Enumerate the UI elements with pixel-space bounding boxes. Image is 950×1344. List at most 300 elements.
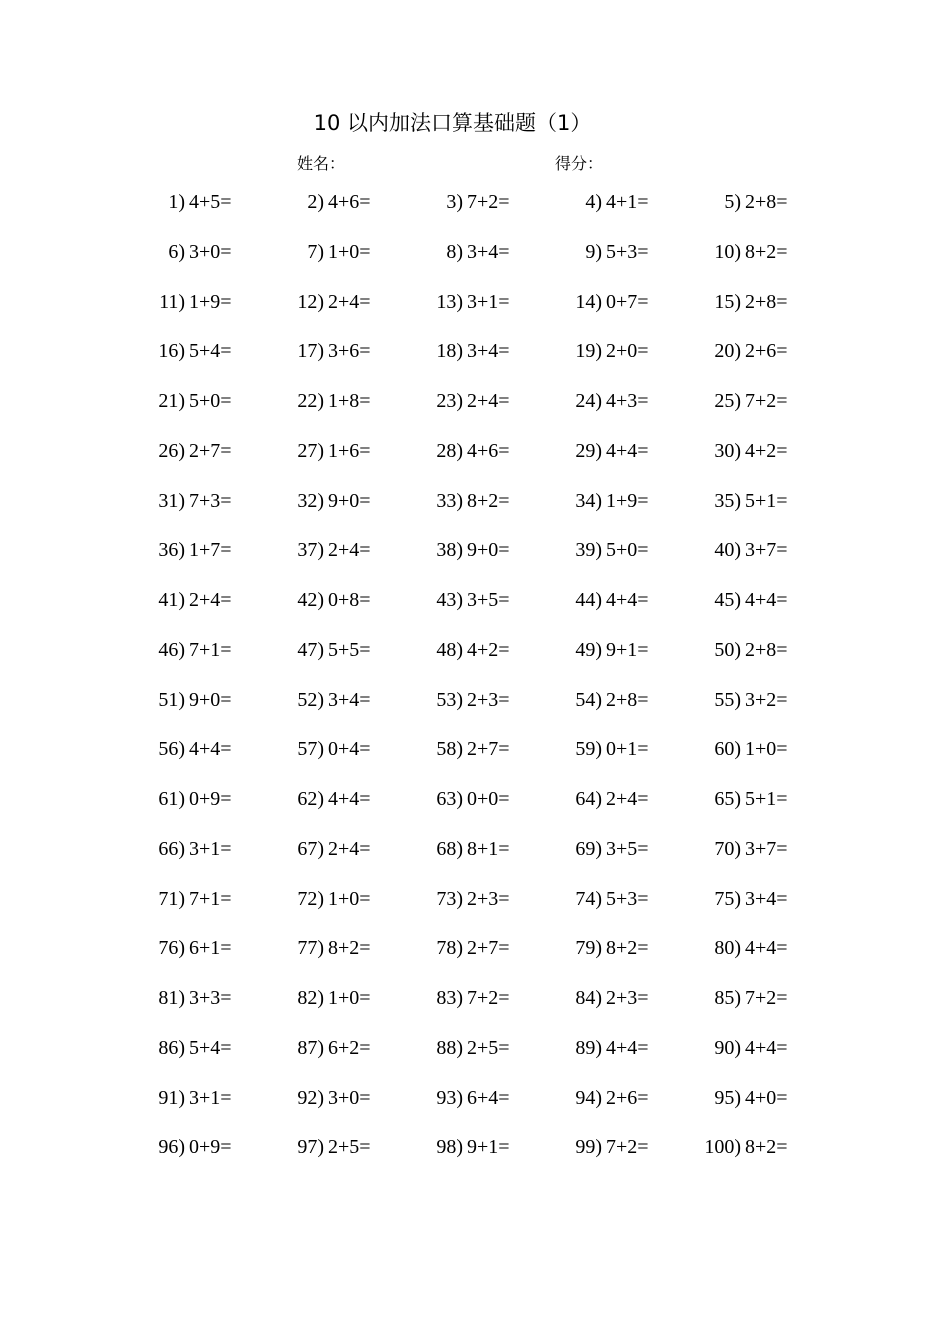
problem-expression: 5+3= bbox=[606, 240, 649, 263]
problem-expression: 7+2= bbox=[606, 1136, 649, 1159]
problem-expression: 9+0= bbox=[328, 489, 371, 512]
problem-expression: 5+0= bbox=[606, 539, 649, 562]
problem-item bbox=[293, 187, 377, 217]
problem-expression: 3+2= bbox=[745, 688, 788, 711]
problem-number: 40) bbox=[714, 539, 741, 562]
problem-row bbox=[0, 530, 950, 580]
problem-item bbox=[293, 884, 377, 914]
problem-item bbox=[710, 834, 794, 864]
problem-item bbox=[154, 1083, 238, 1113]
problem-expression: 5+0= bbox=[189, 390, 232, 412]
problem-expression: 5+1= bbox=[745, 788, 788, 810]
problem-item bbox=[154, 635, 238, 665]
problem-expression: 5+4= bbox=[189, 1036, 232, 1059]
problem-expression: 4+4= bbox=[189, 738, 232, 761]
problem-expression: 2+8= bbox=[745, 638, 788, 661]
problem-number: 31) bbox=[158, 489, 185, 512]
problem-expression: 2+7= bbox=[467, 738, 510, 761]
problem-row bbox=[0, 879, 950, 929]
problem-number: 25) bbox=[714, 390, 741, 412]
problem-expression: 8+2= bbox=[467, 489, 510, 512]
problem-expression: 7+2= bbox=[745, 987, 788, 1009]
problem-number: 85) bbox=[714, 987, 741, 1009]
problem-number: 47) bbox=[297, 638, 324, 661]
problem-expression: 4+4= bbox=[606, 589, 649, 611]
problem-item bbox=[293, 983, 377, 1013]
problem-item bbox=[154, 535, 238, 565]
problem-expression: 4+4= bbox=[606, 1036, 649, 1059]
problem-item bbox=[154, 1132, 238, 1162]
problem-item bbox=[571, 535, 655, 565]
problem-item bbox=[293, 734, 377, 764]
problem-row bbox=[0, 978, 950, 1028]
problem-expression: 2+0= bbox=[606, 340, 649, 363]
problem-item bbox=[432, 933, 516, 963]
problem-expression: 6+4= bbox=[467, 1086, 510, 1109]
problem-expression: 1+0= bbox=[328, 887, 371, 910]
problem-number: 69) bbox=[575, 837, 602, 860]
problem-row bbox=[0, 381, 950, 431]
problem-number: 86) bbox=[158, 1036, 185, 1059]
problem-expression: 9+0= bbox=[467, 539, 510, 562]
problem-number: 98) bbox=[436, 1136, 463, 1159]
problem-number: 37) bbox=[297, 539, 324, 562]
problem-expression: 1+8= bbox=[328, 390, 371, 412]
problem-number: 29) bbox=[575, 439, 602, 462]
problem-number: 18) bbox=[436, 340, 463, 363]
problem-item bbox=[571, 784, 655, 814]
problem-item bbox=[432, 983, 516, 1013]
problem-item bbox=[154, 585, 238, 615]
problem-item bbox=[154, 685, 238, 715]
problem-number: 91) bbox=[158, 1086, 185, 1109]
problem-row bbox=[0, 1127, 950, 1177]
problem-item bbox=[293, 535, 377, 565]
problem-number: 94) bbox=[575, 1086, 602, 1109]
problem-number: 83) bbox=[436, 987, 463, 1009]
problem-expression: 6+1= bbox=[189, 937, 232, 960]
problem-number: 74) bbox=[575, 887, 602, 910]
problem-item bbox=[293, 585, 377, 615]
problem-item bbox=[154, 784, 238, 814]
problem-number: 53) bbox=[436, 688, 463, 711]
problem-item bbox=[432, 1033, 516, 1063]
problem-expression: 8+1= bbox=[467, 837, 510, 860]
problem-item bbox=[432, 784, 516, 814]
problem-number: 30) bbox=[714, 439, 741, 462]
problem-expression: 0+4= bbox=[328, 738, 371, 761]
problem-item bbox=[293, 336, 377, 366]
problem-expression: 8+2= bbox=[745, 240, 788, 263]
problem-item bbox=[154, 1033, 238, 1063]
problem-number: 56) bbox=[158, 738, 185, 761]
problem-number: 33) bbox=[436, 489, 463, 512]
problem-number: 73) bbox=[436, 887, 463, 910]
problem-number: 36) bbox=[158, 539, 185, 562]
problem-number: 84) bbox=[575, 987, 602, 1009]
problem-item bbox=[432, 635, 516, 665]
problem-item bbox=[571, 884, 655, 914]
problem-item bbox=[293, 1033, 377, 1063]
problem-expression: 4+4= bbox=[745, 1036, 788, 1059]
problem-item bbox=[710, 734, 794, 764]
problem-grid bbox=[0, 182, 950, 1177]
problem-item bbox=[154, 237, 238, 267]
problem-number: 16) bbox=[158, 340, 185, 363]
problem-expression: 4+3= bbox=[606, 390, 649, 412]
problem-expression: 2+6= bbox=[745, 340, 788, 363]
problem-item bbox=[293, 486, 377, 516]
problem-expression: 1+7= bbox=[189, 539, 232, 562]
problem-expression: 2+3= bbox=[467, 887, 510, 910]
problem-expression: 5+5= bbox=[328, 638, 371, 661]
problem-expression: 3+7= bbox=[745, 539, 788, 562]
problem-item bbox=[293, 386, 377, 416]
problem-expression: 3+7= bbox=[745, 837, 788, 860]
problem-number: 7) bbox=[307, 240, 324, 263]
problem-number: 95) bbox=[714, 1086, 741, 1109]
problem-number: 48) bbox=[436, 638, 463, 661]
problem-item bbox=[154, 336, 238, 366]
problem-item bbox=[710, 436, 794, 466]
problem-expression: 3+6= bbox=[328, 340, 371, 363]
problem-item bbox=[154, 884, 238, 914]
problem-expression: 3+4= bbox=[467, 240, 510, 263]
problem-number: 3) bbox=[446, 191, 463, 213]
problem-expression: 3+3= bbox=[189, 987, 232, 1009]
problem-expression: 3+4= bbox=[745, 887, 788, 910]
problem-item bbox=[710, 237, 794, 267]
problem-item bbox=[154, 386, 238, 416]
problem-expression: 7+3= bbox=[189, 489, 232, 512]
problem-number: 5) bbox=[724, 191, 741, 213]
problem-row bbox=[0, 1028, 950, 1078]
problem-item bbox=[432, 1132, 516, 1162]
problem-number: 55) bbox=[714, 688, 741, 711]
problem-expression: 1+0= bbox=[328, 240, 371, 263]
problem-number: 79) bbox=[575, 937, 602, 960]
problem-expression: 0+9= bbox=[189, 1136, 232, 1159]
problem-expression: 3+0= bbox=[328, 1086, 371, 1109]
problem-expression: 2+4= bbox=[328, 290, 371, 313]
problem-row bbox=[0, 680, 950, 730]
problem-item bbox=[432, 884, 516, 914]
problem-number: 22) bbox=[297, 390, 324, 412]
problem-number: 44) bbox=[575, 589, 602, 611]
problem-number: 70) bbox=[714, 837, 741, 860]
problem-expression: 1+9= bbox=[189, 290, 232, 313]
problem-number: 34) bbox=[575, 489, 602, 512]
problem-item bbox=[432, 834, 516, 864]
problem-item bbox=[571, 287, 655, 317]
problem-item bbox=[293, 436, 377, 466]
problem-number: 89) bbox=[575, 1036, 602, 1059]
problem-number: 32) bbox=[297, 489, 324, 512]
problem-item bbox=[571, 187, 655, 217]
problem-item bbox=[571, 734, 655, 764]
problem-number: 4) bbox=[585, 191, 602, 213]
problem-item bbox=[571, 436, 655, 466]
problem-expression: 4+5= bbox=[189, 191, 232, 213]
problem-expression: 4+2= bbox=[467, 638, 510, 661]
problem-item bbox=[571, 834, 655, 864]
problem-expression: 2+4= bbox=[328, 837, 371, 860]
problem-expression: 2+3= bbox=[467, 688, 510, 711]
problem-expression: 4+6= bbox=[467, 439, 510, 462]
problem-item bbox=[293, 685, 377, 715]
problem-number: 59) bbox=[575, 738, 602, 761]
problem-expression: 0+7= bbox=[606, 290, 649, 313]
problem-expression: 2+4= bbox=[189, 589, 232, 611]
problem-expression: 2+7= bbox=[467, 937, 510, 960]
problem-number: 38) bbox=[436, 539, 463, 562]
problem-expression: 2+7= bbox=[189, 439, 232, 462]
problem-row bbox=[0, 232, 950, 282]
problem-expression: 2+8= bbox=[606, 688, 649, 711]
problem-item bbox=[293, 1132, 377, 1162]
problem-item bbox=[293, 784, 377, 814]
problem-number: 42) bbox=[297, 589, 324, 611]
problem-item bbox=[571, 1033, 655, 1063]
problem-item bbox=[293, 287, 377, 317]
problem-item bbox=[293, 237, 377, 267]
problem-row bbox=[0, 331, 950, 381]
problem-expression: 2+8= bbox=[745, 290, 788, 313]
problem-item bbox=[571, 486, 655, 516]
problem-number: 77) bbox=[297, 937, 324, 960]
problem-number: 71) bbox=[158, 887, 185, 910]
problem-number: 75) bbox=[714, 887, 741, 910]
problem-expression: 0+0= bbox=[467, 788, 510, 810]
problem-expression: 2+4= bbox=[467, 390, 510, 412]
problem-expression: 9+1= bbox=[606, 638, 649, 661]
problem-expression: 4+2= bbox=[745, 439, 788, 462]
problem-number: 10) bbox=[714, 240, 741, 263]
problem-number: 72) bbox=[297, 887, 324, 910]
problem-expression: 5+1= bbox=[745, 489, 788, 512]
problem-item bbox=[432, 685, 516, 715]
problem-item bbox=[571, 933, 655, 963]
problem-number: 12) bbox=[297, 290, 324, 313]
problem-number: 23) bbox=[436, 390, 463, 412]
problem-item bbox=[432, 386, 516, 416]
problem-row bbox=[0, 580, 950, 630]
problem-expression: 0+1= bbox=[606, 738, 649, 761]
problem-row bbox=[0, 282, 950, 332]
page-title: 10 以内加法口算基础题（1） bbox=[313, 111, 592, 135]
problem-item bbox=[571, 237, 655, 267]
problem-item bbox=[710, 187, 794, 217]
problem-expression: 2+3= bbox=[606, 987, 649, 1009]
problem-expression: 4+4= bbox=[328, 788, 371, 810]
problem-number: 24) bbox=[575, 390, 602, 412]
problem-number: 13) bbox=[436, 290, 463, 313]
problem-item bbox=[293, 635, 377, 665]
problem-expression: 8+2= bbox=[745, 1136, 788, 1159]
problem-expression: 0+8= bbox=[328, 589, 371, 611]
problem-number: 28) bbox=[436, 439, 463, 462]
problem-expression: 1+0= bbox=[328, 987, 371, 1009]
problem-expression: 7+1= bbox=[189, 887, 232, 910]
problem-expression: 3+1= bbox=[189, 1086, 232, 1109]
problem-expression: 5+4= bbox=[189, 340, 232, 363]
problem-expression: 7+1= bbox=[189, 638, 232, 661]
problem-number: 80) bbox=[714, 937, 741, 960]
problem-expression: 2+5= bbox=[467, 1036, 510, 1059]
problem-row bbox=[0, 1078, 950, 1128]
problem-item bbox=[154, 734, 238, 764]
problem-item bbox=[710, 1033, 794, 1063]
problem-number: 90) bbox=[714, 1036, 741, 1059]
problem-item bbox=[571, 635, 655, 665]
problem-item bbox=[710, 884, 794, 914]
problem-row bbox=[0, 928, 950, 978]
problem-expression: 6+2= bbox=[328, 1036, 371, 1059]
problem-number: 15) bbox=[714, 290, 741, 313]
problem-item bbox=[432, 585, 516, 615]
problem-item bbox=[571, 983, 655, 1013]
problem-number: 61) bbox=[158, 788, 185, 810]
problem-item bbox=[432, 436, 516, 466]
problem-expression: 2+5= bbox=[328, 1136, 371, 1159]
problem-number: 52) bbox=[297, 688, 324, 711]
problem-number: 62) bbox=[297, 788, 324, 810]
problem-number: 43) bbox=[436, 589, 463, 611]
problem-number: 8) bbox=[446, 240, 463, 263]
problem-number: 81) bbox=[158, 987, 185, 1009]
problem-item bbox=[432, 187, 516, 217]
problem-number: 87) bbox=[297, 1036, 324, 1059]
problem-item bbox=[710, 585, 794, 615]
problem-expression: 2+6= bbox=[606, 1086, 649, 1109]
problem-number: 21) bbox=[158, 390, 185, 412]
problem-expression: 3+1= bbox=[189, 837, 232, 860]
problem-number: 1) bbox=[168, 191, 185, 213]
problem-number: 58) bbox=[436, 738, 463, 761]
problem-item bbox=[571, 685, 655, 715]
problem-item bbox=[154, 983, 238, 1013]
problem-number: 63) bbox=[436, 788, 463, 810]
problem-expression: 4+4= bbox=[606, 439, 649, 462]
problem-item bbox=[710, 535, 794, 565]
problem-number: 97) bbox=[297, 1136, 324, 1159]
problem-number: 19) bbox=[575, 340, 602, 363]
problem-number: 41) bbox=[158, 589, 185, 611]
problem-item bbox=[154, 436, 238, 466]
problem-item bbox=[154, 933, 238, 963]
problem-row bbox=[0, 630, 950, 680]
problem-number: 6) bbox=[168, 240, 185, 263]
problem-item bbox=[293, 834, 377, 864]
problem-number: 46) bbox=[158, 638, 185, 661]
problem-item bbox=[571, 585, 655, 615]
problem-expression: 2+8= bbox=[745, 191, 788, 213]
problem-number: 88) bbox=[436, 1036, 463, 1059]
problem-expression: 3+4= bbox=[467, 340, 510, 363]
problem-item bbox=[432, 1083, 516, 1113]
problem-expression: 3+4= bbox=[328, 688, 371, 711]
problem-expression: 1+0= bbox=[745, 738, 788, 761]
problem-expression: 4+1= bbox=[606, 191, 649, 213]
problem-number: 66) bbox=[158, 837, 185, 860]
problem-row bbox=[0, 431, 950, 481]
problem-row bbox=[0, 729, 950, 779]
problem-item bbox=[710, 1083, 794, 1113]
problem-number: 45) bbox=[714, 589, 741, 611]
problem-item bbox=[710, 933, 794, 963]
problem-item bbox=[432, 237, 516, 267]
problem-expression: 0+9= bbox=[189, 788, 232, 810]
problem-expression: 1+6= bbox=[328, 439, 371, 462]
problem-expression: 3+1= bbox=[467, 290, 510, 313]
problem-expression: 7+2= bbox=[467, 987, 510, 1009]
problem-item bbox=[571, 386, 655, 416]
problem-expression: 9+0= bbox=[189, 688, 232, 711]
problem-item bbox=[710, 983, 794, 1013]
problem-expression: 4+6= bbox=[328, 191, 371, 213]
problem-number: 51) bbox=[158, 688, 185, 711]
problem-number: 11) bbox=[159, 290, 185, 313]
problem-item bbox=[154, 287, 238, 317]
problem-expression: 9+1= bbox=[467, 1136, 510, 1159]
problem-number: 39) bbox=[575, 539, 602, 562]
problem-expression: 8+2= bbox=[328, 937, 371, 960]
problem-number: 100) bbox=[704, 1136, 741, 1159]
problem-item bbox=[710, 685, 794, 715]
problem-expression: 7+2= bbox=[745, 390, 788, 412]
problem-number: 76) bbox=[158, 937, 185, 960]
problem-expression: 8+2= bbox=[606, 937, 649, 960]
problem-expression: 3+5= bbox=[606, 837, 649, 860]
problem-item bbox=[710, 486, 794, 516]
problem-number: 35) bbox=[714, 489, 741, 512]
name-label: 姓名： bbox=[297, 154, 346, 173]
problem-item bbox=[710, 386, 794, 416]
problem-number: 9) bbox=[585, 240, 602, 263]
problem-number: 49) bbox=[575, 638, 602, 661]
problem-item bbox=[432, 535, 516, 565]
problem-number: 20) bbox=[714, 340, 741, 363]
problem-item bbox=[571, 1132, 655, 1162]
problem-expression: 3+5= bbox=[467, 589, 510, 611]
problem-item bbox=[710, 784, 794, 814]
problem-item bbox=[432, 734, 516, 764]
problem-item bbox=[293, 1083, 377, 1113]
problem-number: 96) bbox=[158, 1136, 185, 1159]
problem-number: 64) bbox=[575, 788, 602, 810]
problem-item bbox=[154, 834, 238, 864]
problem-number: 99) bbox=[575, 1136, 602, 1159]
problem-number: 65) bbox=[714, 788, 741, 810]
problem-expression: 7+2= bbox=[467, 191, 510, 213]
problem-number: 68) bbox=[436, 837, 463, 860]
problem-number: 26) bbox=[158, 439, 185, 462]
problem-row bbox=[0, 481, 950, 531]
problem-number: 78) bbox=[436, 937, 463, 960]
problem-number: 2) bbox=[307, 191, 324, 213]
problem-item bbox=[571, 1083, 655, 1113]
problem-item bbox=[432, 336, 516, 366]
problem-expression: 3+0= bbox=[189, 240, 232, 263]
problem-number: 82) bbox=[297, 987, 324, 1009]
problem-item bbox=[154, 486, 238, 516]
problem-number: 92) bbox=[297, 1086, 324, 1109]
problem-item bbox=[710, 287, 794, 317]
problem-number: 57) bbox=[297, 738, 324, 761]
problem-expression: 1+9= bbox=[606, 489, 649, 512]
problem-item bbox=[432, 287, 516, 317]
problem-expression: 4+0= bbox=[745, 1086, 788, 1109]
